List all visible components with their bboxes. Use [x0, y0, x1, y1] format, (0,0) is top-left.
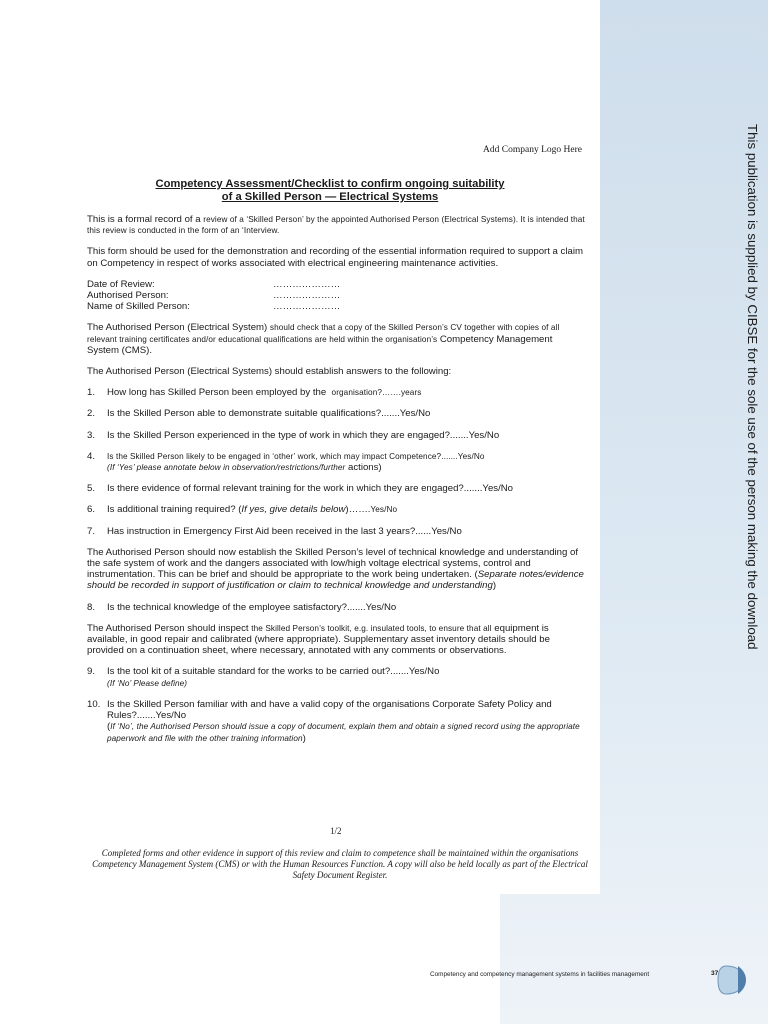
question-note: If ‘No’, the Authorised Person should issue a copy of document, explain them and obtain a signed record using the appropriate paperwork and file with the other training information	[107, 722, 580, 743]
question-text: Is the tool kit of a suitable standard for the works to be carried out?.......Yes/No	[107, 666, 440, 678]
question-note: (If ‘Yes’ please annotate below in observation/restrictions/further	[107, 463, 346, 473]
knowledge-note: Separate notes/evidence should be recorded in support of justification or claim to technical knowledge and understanding	[87, 569, 584, 592]
form-title	[80, 178, 580, 204]
cv-text-c: Competency Management System (CMS).	[87, 333, 553, 356]
cv-text-b: should check that a copy of the Skilled Person’s CV together with copies of all relevant training certificates and/or educational qualifications are held within the organisation’s	[87, 323, 560, 344]
question-text: Is there evidence of formal relevant training for the work in which they are engaged?.......Yes/No	[107, 483, 514, 495]
review-fields	[87, 279, 587, 313]
field-value[interactable]: …………………	[273, 278, 341, 290]
intro-text-a: This is a formal record of a	[87, 214, 201, 225]
knowledge-text-end: )	[492, 580, 497, 592]
question-text-end: )…….	[345, 504, 371, 516]
question-7	[87, 526, 587, 537]
question-9	[87, 666, 587, 688]
question-10	[87, 699, 587, 744]
question-note-end: )	[302, 732, 306, 744]
question-text: Is the Skilled Person able to demonstrate suitable qualifications?.......Yes/No	[107, 408, 431, 420]
question-text: Is the Skilled Person familiar with and have a valid copy of the organisations Corporate Safety Policy and Rules?.......Yes/No	[107, 698, 552, 722]
question-8	[87, 602, 587, 613]
cv-text-a: The Authorised Person (Electrical System)	[87, 322, 268, 334]
question-1	[87, 387, 587, 398]
question-number: 10.	[87, 698, 101, 710]
toolkit-text-b: the Skilled Person’s toolkit, e.g. insulated tools, to ensure that all	[251, 623, 492, 633]
field-value[interactable]: …………………	[273, 301, 341, 313]
field-label: Date of Review:	[87, 278, 155, 290]
question-text: Is additional training required? (	[107, 504, 242, 516]
question-number: 4.	[87, 450, 96, 462]
question-text: Has instruction in Emergency First Aid been received in the last 3 years?......Yes/No	[107, 525, 462, 537]
question-note-end: actions)	[348, 462, 382, 474]
question-answer: Yes/No	[370, 505, 398, 515]
page-folio: 37	[711, 970, 719, 977]
title-line-1: Competency Assessment/Checklist to confirm ongoing suitability	[155, 178, 505, 190]
knowledge-paragraph	[87, 547, 587, 592]
intro-text-b: review of a ‘Skilled Person’ by the appointed Authorised Person (Electrical Systems). It is intended that this review is conducted in the form of an ‘Interview.	[87, 215, 585, 236]
running-footer: Competency and competency management systems in facilities management	[430, 971, 650, 978]
cv-paragraph	[87, 322, 587, 356]
field-authorised-person[interactable]	[87, 290, 587, 301]
question-6	[87, 504, 587, 515]
question-2	[87, 408, 587, 419]
logo-placeholder: Add Company Logo Here	[483, 145, 582, 155]
toolkit-text-c: equipment is available, in good repair and calibrated (where appropriate). Supplementary asset inventory details should be provided on a continuation sheet, where necessary, annotated with any comments or observations.	[87, 622, 550, 657]
title-line-2: of a Skilled Person — Electrical Systems	[221, 191, 439, 203]
question-number: 8.	[87, 601, 96, 613]
toolkit-text-a: The Authorised Person should inspect	[87, 622, 249, 634]
page-indicator: 1/2	[330, 826, 342, 836]
question-number: 3.	[87, 429, 96, 441]
question-number: 7.	[87, 525, 96, 537]
question-4	[87, 451, 587, 473]
knowledge-text: The Authorised Person should now establish the Skilled Person’s level of technical knowledge and understanding of the safe system of work and the dangers associated with low/high voltage electrical systems, control and instrumentation. This can be brief and should be appropriate to the work being undertaken. (	[87, 546, 579, 581]
form-body	[87, 214, 587, 754]
question-text: How long has Skilled Person been employed by the	[107, 387, 327, 399]
question-text: Is the technical knowledge of the employee satisfactory?.......Yes/No	[107, 601, 397, 613]
closing-note: Completed forms and other evidence in support of this review and claim to competence shall be maintained within the organisations Competency Management System (CMS) or with the Human Resources Function. A copy will also be held locally as part of the Electrical Safety Document Register.	[92, 848, 588, 880]
question-number: 5.	[87, 483, 96, 495]
field-label: Authorised Person:	[87, 290, 169, 302]
toolkit-paragraph	[87, 623, 587, 657]
field-date-of-review[interactable]	[87, 279, 587, 290]
question-5	[87, 483, 587, 494]
question-number: 6.	[87, 504, 96, 516]
question-number: 2.	[87, 408, 96, 420]
question-text: Is the Skilled Person likely to be engaged in ‘other’ work, which may impact Competence?.......Yes/No	[107, 451, 485, 461]
field-skilled-person-name[interactable]	[87, 301, 587, 312]
question-text: Is the Skilled Person experienced in the type of work in which they are engaged?.......Yes/No	[107, 429, 500, 441]
question-note: If yes, give details below	[241, 504, 346, 516]
field-value[interactable]: …………………	[273, 290, 341, 302]
question-3	[87, 430, 587, 441]
field-label: Name of Skilled Person:	[87, 301, 190, 313]
question-number: 9.	[87, 666, 96, 678]
intro-paragraph	[87, 214, 587, 236]
establish-intro: The Authorised Person (Electrical Systems) should establish answers to the following:	[87, 366, 452, 378]
question-note-start: (	[107, 721, 111, 733]
side-notice: This publication is supplied by CIBSE for the sole use of the person making the download	[745, 124, 760, 650]
question-note: (If ‘No’ Please define)	[107, 678, 188, 688]
purpose-paragraph: This form should be used for the demonstration and recording of the essential information required to support a claim on Competency in respect of works associated with electrical engineering maintenance activities.	[87, 246, 583, 269]
page-tab-icon	[716, 964, 746, 996]
question-number: 1.	[87, 387, 96, 399]
top-white-area	[0, 0, 600, 142]
question-answer: organisation?…….years	[331, 388, 422, 398]
